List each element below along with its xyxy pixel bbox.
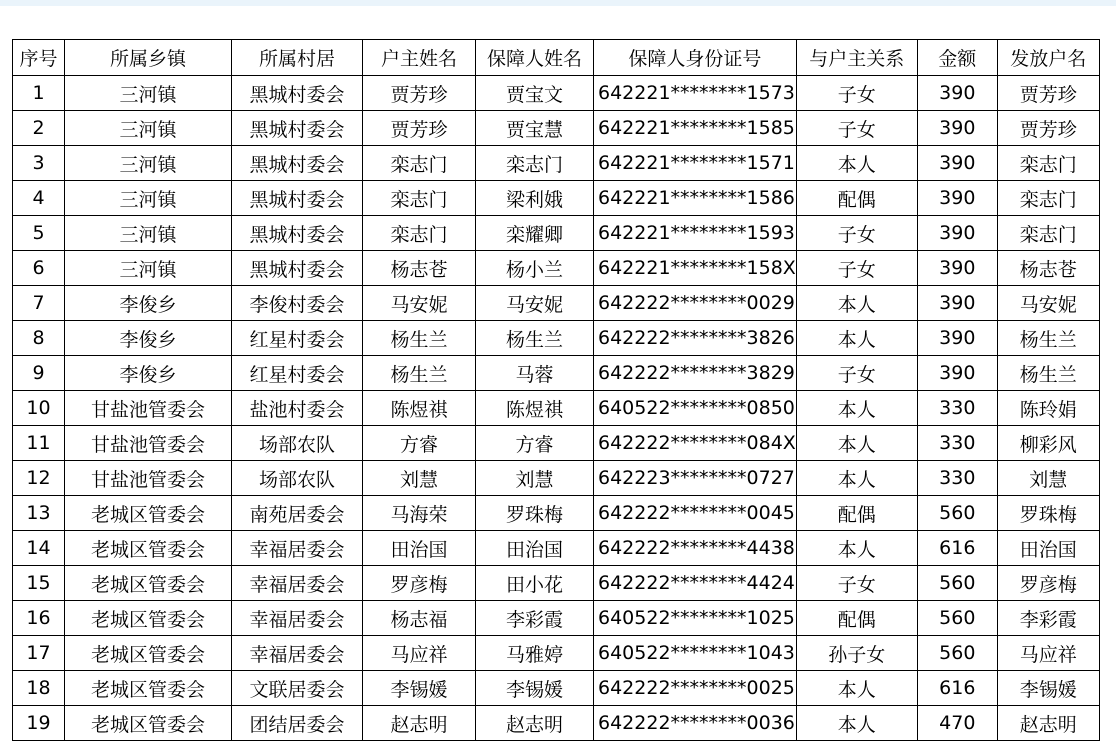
relationship-cell: 配偶 bbox=[796, 181, 917, 216]
township-cell: 老城区管委会 bbox=[65, 706, 232, 741]
col-header-amount: 金额 bbox=[917, 40, 997, 76]
table-body bbox=[13, 76, 1100, 741]
village-cell: 黑城村委会 bbox=[232, 111, 363, 146]
col-header-id-number: 保障人身份证号 bbox=[594, 40, 797, 76]
householder-cell: 贾芳珍 bbox=[363, 76, 476, 111]
township-cell: 三河镇 bbox=[65, 111, 232, 146]
beneficiary-cell: 刘慧 bbox=[476, 461, 594, 496]
householder-cell: 马安妮 bbox=[363, 286, 476, 321]
serial-cell: 12 bbox=[13, 461, 65, 496]
township-cell: 三河镇 bbox=[65, 216, 232, 251]
serial-cell: 17 bbox=[13, 636, 65, 671]
id-number-cell: 642223********0727 bbox=[594, 461, 797, 496]
beneficiary-cell: 马安妮 bbox=[476, 286, 594, 321]
col-header-village: 所属村居 bbox=[232, 40, 363, 76]
id-number-cell: 640522********1025 bbox=[594, 601, 797, 636]
village-cell: 场部农队 bbox=[232, 461, 363, 496]
amount-cell: 390 bbox=[917, 356, 997, 391]
table-row bbox=[13, 391, 1100, 426]
relationship-cell: 子女 bbox=[796, 566, 917, 601]
payee-cell: 李彩霞 bbox=[997, 601, 1099, 636]
householder-cell: 刘慧 bbox=[363, 461, 476, 496]
col-header-beneficiary: 保障人姓名 bbox=[476, 40, 594, 76]
beneficiary-cell: 梁利娥 bbox=[476, 181, 594, 216]
id-number-cell: 642222********4438 bbox=[594, 531, 797, 566]
payee-cell: 李锡媛 bbox=[997, 671, 1099, 706]
serial-cell: 5 bbox=[13, 216, 65, 251]
beneficiary-cell: 李锡媛 bbox=[476, 671, 594, 706]
col-header-householder: 户主姓名 bbox=[363, 40, 476, 76]
col-header-relationship: 与户主关系 bbox=[796, 40, 917, 76]
township-cell: 老城区管委会 bbox=[65, 566, 232, 601]
beneficiary-cell: 马蓉 bbox=[476, 356, 594, 391]
relationship-cell: 子女 bbox=[796, 216, 917, 251]
amount-cell: 390 bbox=[917, 111, 997, 146]
township-cell: 老城区管委会 bbox=[65, 636, 232, 671]
id-number-cell: 642222********0045 bbox=[594, 496, 797, 531]
amount-cell: 390 bbox=[917, 286, 997, 321]
township-cell: 老城区管委会 bbox=[65, 496, 232, 531]
householder-cell: 栾志门 bbox=[363, 216, 476, 251]
beneficiary-cell: 栾志门 bbox=[476, 146, 594, 181]
relationship-cell: 子女 bbox=[796, 111, 917, 146]
table-row bbox=[13, 531, 1100, 566]
amount-cell: 470 bbox=[917, 706, 997, 741]
village-cell: 红星村委会 bbox=[232, 356, 363, 391]
village-cell: 南苑居委会 bbox=[232, 496, 363, 531]
serial-cell: 19 bbox=[13, 706, 65, 741]
serial-cell: 14 bbox=[13, 531, 65, 566]
householder-cell: 贾芳珍 bbox=[363, 111, 476, 146]
id-number-cell: 642221********158X bbox=[594, 251, 797, 286]
col-header-payee: 发放户名 bbox=[997, 40, 1099, 76]
relationship-cell: 本人 bbox=[796, 286, 917, 321]
amount-cell: 390 bbox=[917, 251, 997, 286]
beneficiary-cell: 方睿 bbox=[476, 426, 594, 461]
table-row bbox=[13, 251, 1100, 286]
payee-cell: 杨生兰 bbox=[997, 356, 1099, 391]
serial-cell: 11 bbox=[13, 426, 65, 461]
serial-cell: 16 bbox=[13, 601, 65, 636]
householder-cell: 马海荣 bbox=[363, 496, 476, 531]
id-number-cell: 642221********1586 bbox=[594, 181, 797, 216]
relationship-cell: 子女 bbox=[796, 251, 917, 286]
beneficiary-cell: 赵志明 bbox=[476, 706, 594, 741]
payee-cell: 贾芳珍 bbox=[997, 76, 1099, 111]
table-row bbox=[13, 671, 1100, 706]
payee-cell: 栾志门 bbox=[997, 146, 1099, 181]
beneficiary-cell: 栾耀卿 bbox=[476, 216, 594, 251]
village-cell: 幸福居委会 bbox=[232, 636, 363, 671]
table-row bbox=[13, 321, 1100, 356]
serial-cell: 9 bbox=[13, 356, 65, 391]
amount-cell: 330 bbox=[917, 426, 997, 461]
householder-cell: 栾志门 bbox=[363, 146, 476, 181]
amount-cell: 330 bbox=[917, 391, 997, 426]
serial-cell: 4 bbox=[13, 181, 65, 216]
serial-cell: 6 bbox=[13, 251, 65, 286]
payee-cell: 罗珠梅 bbox=[997, 496, 1099, 531]
relationship-cell: 本人 bbox=[796, 461, 917, 496]
beneficiary-cell: 贾宝慧 bbox=[476, 111, 594, 146]
payee-cell: 栾志门 bbox=[997, 181, 1099, 216]
householder-cell: 栾志门 bbox=[363, 181, 476, 216]
amount-cell: 560 bbox=[917, 636, 997, 671]
village-cell: 黑城村委会 bbox=[232, 251, 363, 286]
amount-cell: 560 bbox=[917, 601, 997, 636]
id-number-cell: 642222********084X bbox=[594, 426, 797, 461]
township-cell: 李俊乡 bbox=[65, 321, 232, 356]
village-cell: 黑城村委会 bbox=[232, 216, 363, 251]
relationship-cell: 配偶 bbox=[796, 496, 917, 531]
payee-cell: 赵志明 bbox=[997, 706, 1099, 741]
id-number-cell: 642221********1593 bbox=[594, 216, 797, 251]
beneficiary-cell: 田治国 bbox=[476, 531, 594, 566]
payee-cell: 田治国 bbox=[997, 531, 1099, 566]
householder-cell: 田治国 bbox=[363, 531, 476, 566]
table-row bbox=[13, 601, 1100, 636]
township-cell: 老城区管委会 bbox=[65, 531, 232, 566]
top-strip bbox=[0, 0, 1116, 6]
village-cell: 李俊村委会 bbox=[232, 286, 363, 321]
township-cell: 甘盐池管委会 bbox=[65, 461, 232, 496]
id-number-cell: 642222********0025 bbox=[594, 671, 797, 706]
relationship-cell: 本人 bbox=[796, 531, 917, 566]
village-cell: 文联居委会 bbox=[232, 671, 363, 706]
table-row bbox=[13, 426, 1100, 461]
amount-cell: 390 bbox=[917, 76, 997, 111]
township-cell: 甘盐池管委会 bbox=[65, 426, 232, 461]
beneficiary-cell: 马雅婷 bbox=[476, 636, 594, 671]
beneficiary-cell: 杨生兰 bbox=[476, 321, 594, 356]
householder-cell: 李锡媛 bbox=[363, 671, 476, 706]
payee-cell: 柳彩风 bbox=[997, 426, 1099, 461]
payee-cell: 马应祥 bbox=[997, 636, 1099, 671]
payee-cell: 杨生兰 bbox=[997, 321, 1099, 356]
relationship-cell: 本人 bbox=[796, 391, 917, 426]
payee-cell: 罗彦梅 bbox=[997, 566, 1099, 601]
relationship-cell: 本人 bbox=[796, 426, 917, 461]
relationship-cell: 配偶 bbox=[796, 601, 917, 636]
township-cell: 老城区管委会 bbox=[65, 671, 232, 706]
table-row bbox=[13, 706, 1100, 741]
amount-cell: 330 bbox=[917, 461, 997, 496]
village-cell: 黑城村委会 bbox=[232, 76, 363, 111]
id-number-cell: 640522********1043 bbox=[594, 636, 797, 671]
allowance-table bbox=[12, 39, 1100, 741]
township-cell: 三河镇 bbox=[65, 251, 232, 286]
relationship-cell: 本人 bbox=[796, 671, 917, 706]
id-number-cell: 642222********4424 bbox=[594, 566, 797, 601]
householder-cell: 陈煜祺 bbox=[363, 391, 476, 426]
table-row bbox=[13, 181, 1100, 216]
header-row bbox=[13, 40, 1100, 76]
serial-cell: 15 bbox=[13, 566, 65, 601]
id-number-cell: 642221********1573 bbox=[594, 76, 797, 111]
householder-cell: 杨生兰 bbox=[363, 321, 476, 356]
serial-cell: 2 bbox=[13, 111, 65, 146]
township-cell: 李俊乡 bbox=[65, 286, 232, 321]
village-cell: 盐池村委会 bbox=[232, 391, 363, 426]
table-row bbox=[13, 636, 1100, 671]
relationship-cell: 本人 bbox=[796, 321, 917, 356]
payee-cell: 陈玲娟 bbox=[997, 391, 1099, 426]
beneficiary-cell: 田小花 bbox=[476, 566, 594, 601]
payee-cell: 栾志门 bbox=[997, 216, 1099, 251]
serial-cell: 8 bbox=[13, 321, 65, 356]
village-cell: 幸福居委会 bbox=[232, 531, 363, 566]
householder-cell: 杨生兰 bbox=[363, 356, 476, 391]
amount-cell: 616 bbox=[917, 531, 997, 566]
village-cell: 团结居委会 bbox=[232, 706, 363, 741]
relationship-cell: 本人 bbox=[796, 146, 917, 181]
serial-cell: 10 bbox=[13, 391, 65, 426]
amount-cell: 390 bbox=[917, 146, 997, 181]
relationship-cell: 本人 bbox=[796, 706, 917, 741]
householder-cell: 杨志福 bbox=[363, 601, 476, 636]
amount-cell: 390 bbox=[917, 321, 997, 356]
id-number-cell: 640522********0850 bbox=[594, 391, 797, 426]
table-row bbox=[13, 76, 1100, 111]
beneficiary-cell: 罗珠梅 bbox=[476, 496, 594, 531]
amount-cell: 616 bbox=[917, 671, 997, 706]
col-header-serial: 序号 bbox=[13, 40, 65, 76]
village-cell: 黑城村委会 bbox=[232, 146, 363, 181]
payee-cell: 刘慧 bbox=[997, 461, 1099, 496]
serial-cell: 1 bbox=[13, 76, 65, 111]
id-number-cell: 642222********0036 bbox=[594, 706, 797, 741]
township-cell: 老城区管委会 bbox=[65, 601, 232, 636]
serial-cell: 13 bbox=[13, 496, 65, 531]
relationship-cell: 子女 bbox=[796, 356, 917, 391]
householder-cell: 马应祥 bbox=[363, 636, 476, 671]
amount-cell: 560 bbox=[917, 566, 997, 601]
serial-cell: 3 bbox=[13, 146, 65, 181]
township-cell: 三河镇 bbox=[65, 76, 232, 111]
householder-cell: 杨志苍 bbox=[363, 251, 476, 286]
serial-cell: 18 bbox=[13, 671, 65, 706]
relationship-cell: 子女 bbox=[796, 76, 917, 111]
beneficiary-cell: 陈煜祺 bbox=[476, 391, 594, 426]
payee-cell: 贾芳珍 bbox=[997, 111, 1099, 146]
village-cell: 幸福居委会 bbox=[232, 601, 363, 636]
township-cell: 三河镇 bbox=[65, 146, 232, 181]
table-row bbox=[13, 356, 1100, 391]
township-cell: 李俊乡 bbox=[65, 356, 232, 391]
township-cell: 三河镇 bbox=[65, 181, 232, 216]
village-cell: 场部农队 bbox=[232, 426, 363, 461]
householder-cell: 方睿 bbox=[363, 426, 476, 461]
householder-cell: 罗彦梅 bbox=[363, 566, 476, 601]
id-number-cell: 642221********1571 bbox=[594, 146, 797, 181]
amount-cell: 390 bbox=[917, 216, 997, 251]
table-row bbox=[13, 111, 1100, 146]
amount-cell: 560 bbox=[917, 496, 997, 531]
village-cell: 黑城村委会 bbox=[232, 181, 363, 216]
table-row bbox=[13, 216, 1100, 251]
beneficiary-cell: 杨小兰 bbox=[476, 251, 594, 286]
village-cell: 幸福居委会 bbox=[232, 566, 363, 601]
table-row bbox=[13, 146, 1100, 181]
amount-cell: 390 bbox=[917, 181, 997, 216]
village-cell: 红星村委会 bbox=[232, 321, 363, 356]
table-row bbox=[13, 496, 1100, 531]
township-cell: 甘盐池管委会 bbox=[65, 391, 232, 426]
id-number-cell: 642222********3829 bbox=[594, 356, 797, 391]
beneficiary-cell: 贾宝文 bbox=[476, 76, 594, 111]
payee-cell: 马安妮 bbox=[997, 286, 1099, 321]
table-row bbox=[13, 566, 1100, 601]
relationship-cell: 孙子女 bbox=[796, 636, 917, 671]
table-row bbox=[13, 461, 1100, 496]
id-number-cell: 642221********1585 bbox=[594, 111, 797, 146]
serial-cell: 7 bbox=[13, 286, 65, 321]
payee-cell: 杨志苍 bbox=[997, 251, 1099, 286]
id-number-cell: 642222********0029 bbox=[594, 286, 797, 321]
householder-cell: 赵志明 bbox=[363, 706, 476, 741]
beneficiary-cell: 李彩霞 bbox=[476, 601, 594, 636]
col-header-township: 所属乡镇 bbox=[65, 40, 232, 76]
table-row bbox=[13, 286, 1100, 321]
id-number-cell: 642222********3826 bbox=[594, 321, 797, 356]
